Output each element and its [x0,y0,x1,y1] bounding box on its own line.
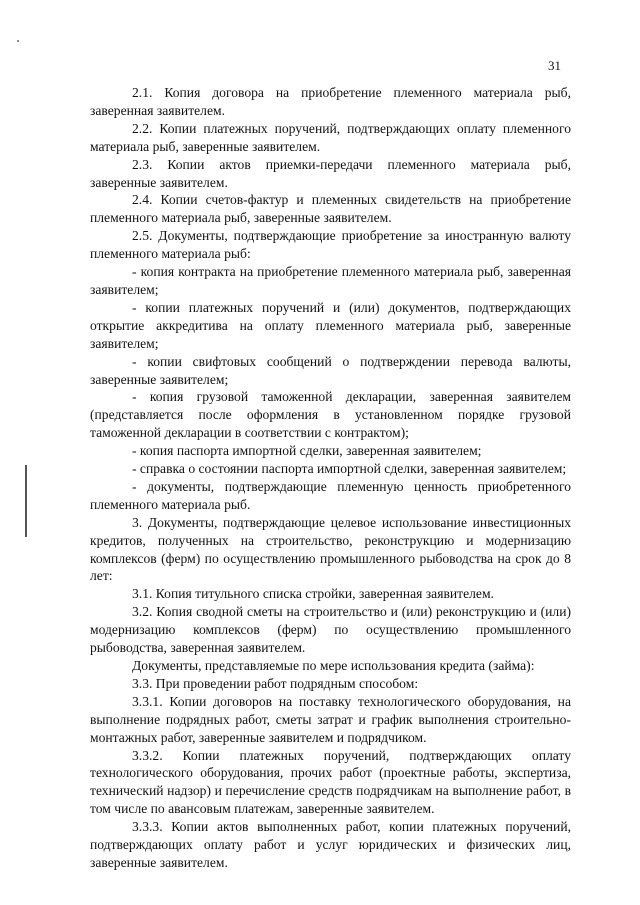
list-item: - копии свифтовых сообщений о подтверждении перевода валюты, заверенные заявителем; [90,353,571,387]
paragraph-2-5: 2.5. Документы, подтверждающие приобретение за иностранную валюту племенного материала рыб: [90,228,571,262]
paragraph-3-2: 3.2. Копия сводной сметы на строительство и (или) реконструкцию и (или) модернизацию комплексов (ферм) по осуществлению промышленного рыбоводства, заверенная заявителем. [90,604,571,656]
list-item: - копии платежных поручений и (или) документов, подтверждающих открытие аккредитива на оплату племенного материала рыб, заверенные заявителем; [90,299,571,351]
scan-speck [17,40,19,42]
paragraph-2-3: 2.3. Копии актов приемки-передачи племенного материала рыб, заверенные заявителем. [90,156,571,190]
margin-scan-mark [25,465,27,537]
paragraph-3-3: 3.3. При проведении работ подрядным способом: [132,675,419,691]
paragraph-3-3-2: 3.3.2. Копии платежных поручений, подтверждающих оплату технологического оборудования, прочих работ (проектные работы, экспертиза, технический надзор) и перечисление средств подрядчикам на выполнение работ, в том числе по авансовым платежам, заверенные заявителем. [90,747,571,817]
paragraph-3: 3. Документы, подтверждающие целевое использование инвестиционных кредитов, полученных на строительство, реконструкцию и модернизацию комплексов (ферм) по осуществлению промышленного рыбоводства на срок до 8 лет: [90,514,571,584]
list-item: - копия контракта на приобретение племенного материала рыб, заверенная заявителем; [90,264,571,297]
page-number: 31 [548,58,561,73]
paragraph-3-3-1: 3.3.1. Копии договоров на поставку технологического оборудования, на выполнение подрядных работ, сметы затрат и график выполнения строительно-монтажных работ, заверенные заявителем и подрядчиком. [90,693,571,745]
paragraph-2-2: 2.2. Копии платежных поручений, подтверждающих оплату племенного материала рыб, заверенные заявителем. [90,120,571,154]
paragraph-documents-heading: Документы, представляемые по мере использования кредита (займа): [132,658,535,673]
list-item: - справка о состоянии паспорта импортной сделки, заверенная заявителем; [132,461,567,477]
list-item: - копия паспорта импортной сделки, заверенная заявителем; [132,443,482,459]
paragraph-3-3-3: 3.3.3. Копии актов выполненных работ, копии платежных поручений, подтверждающих оплату работ и услуг юридических и физических лиц, заверенные заявителем. [90,819,571,870]
list-item: - копия грузовой таможенной декларации, заверенная заявителем (представляется после оформления в установленном порядке грузовой таможенной декларации в соответствии с контрактом); [90,389,571,441]
list-item: - документы, подтверждающие племенную ценность приобретенного племенного материала рыб. [90,478,571,512]
document-body [90,84,571,872]
paragraph-3-1: 3.1. Копия титульного списка стройки, заверенная заявителем. [132,586,494,602]
paragraph-2-1: 2.1. Копия договора на приобретение племенного материала рыб, заверенная заявителем. [90,85,571,118]
paragraph-2-4: 2.4. Копии счетов-фактур и племенных свидетельств на приобретение племенного материала рыб, заверенные заявителем. [90,192,571,226]
